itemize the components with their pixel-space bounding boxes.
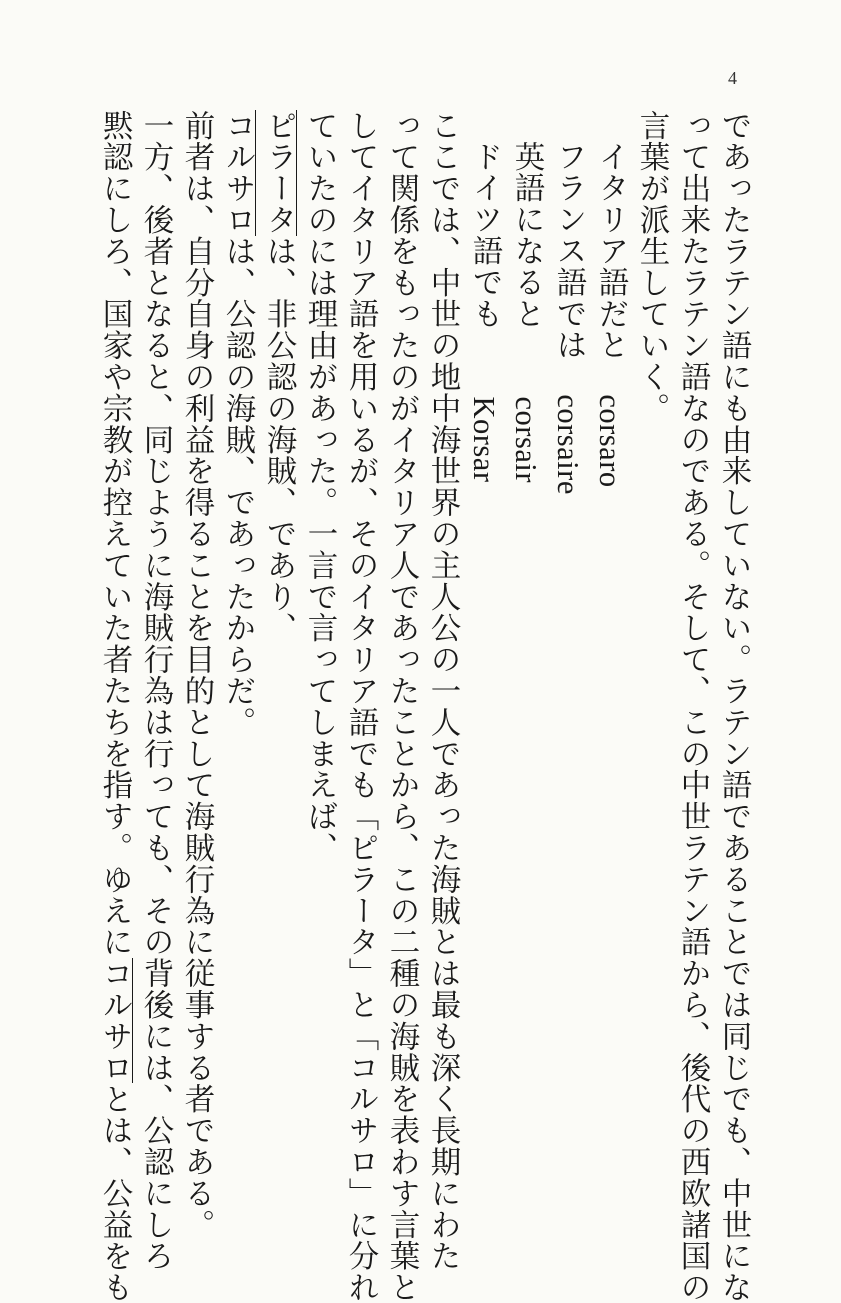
- term-word: corsair: [509, 396, 543, 483]
- text-segment: 黙認にしろ、国家や宗教が控えていた者たちを指す。ゆえに: [97, 110, 132, 958]
- text-line: 一方、後者となると、同じように海賊行為は行っても、その背後には、公認にしろ: [138, 110, 173, 1272]
- text-line: って関係をもったのがイタリア人であったことから、この二種の海賊を表わす言葉と: [384, 110, 419, 1303]
- emphasized-term: ピラータ: [261, 110, 296, 236]
- page-number: 4: [728, 68, 737, 88]
- term-language: ドイツ語でも: [467, 140, 502, 329]
- text-line: って出来たラテン語なのである。そして、この中世ラテン語から、後代の西欧諸国の: [675, 110, 710, 1303]
- text-line: であったラテン語にも由来していない。ラテン語であることでは同じでも、中世にな: [716, 110, 751, 1303]
- term-language: フランス語では: [551, 140, 586, 361]
- term-word: corsaro: [593, 393, 627, 488]
- definition-text: は、非公認の海賊、であり、: [261, 235, 296, 644]
- term-word: corsaire: [551, 393, 585, 495]
- text-line: ここでは、中世の地中海世界の主人公の一人であった海賊とは最も深く長期にわた: [425, 110, 460, 1272]
- text-line: 前者は、自分自身の利益を得ることを目的として海賊行為に従事する者である。: [179, 110, 214, 1241]
- emphasized-term: コルサロ: [97, 957, 132, 1084]
- term-line-english: [505, 110, 547, 1130]
- term-line-italian: [589, 110, 631, 1130]
- definition-line-corsaro: [217, 110, 258, 1130]
- emphasized-term: コルサロ: [220, 110, 255, 236]
- term-word: Korsar: [467, 396, 501, 482]
- term-language: 英語になると: [509, 140, 544, 329]
- vertical-text-body: [84, 110, 754, 1303]
- definition-line-pirata: [258, 110, 299, 1130]
- term-language: イタリア語だと: [593, 140, 628, 361]
- term-line-french: [547, 110, 589, 1130]
- text-segment: とは、公益をも: [97, 1083, 132, 1303]
- text-line: ていたのには理由があった。一言で言ってしまえば、: [302, 110, 337, 864]
- text-line: [94, 110, 135, 1303]
- definition-text: は、公認の海賊、であったからだ。: [220, 235, 255, 739]
- text-line: 言葉が派生していく。: [634, 110, 669, 424]
- term-line-german: [463, 110, 505, 1130]
- text-line: してイタリア語を用いるが、そのイタリア語でも「ピラータ」と「コルサロ」に分れ: [343, 110, 378, 1303]
